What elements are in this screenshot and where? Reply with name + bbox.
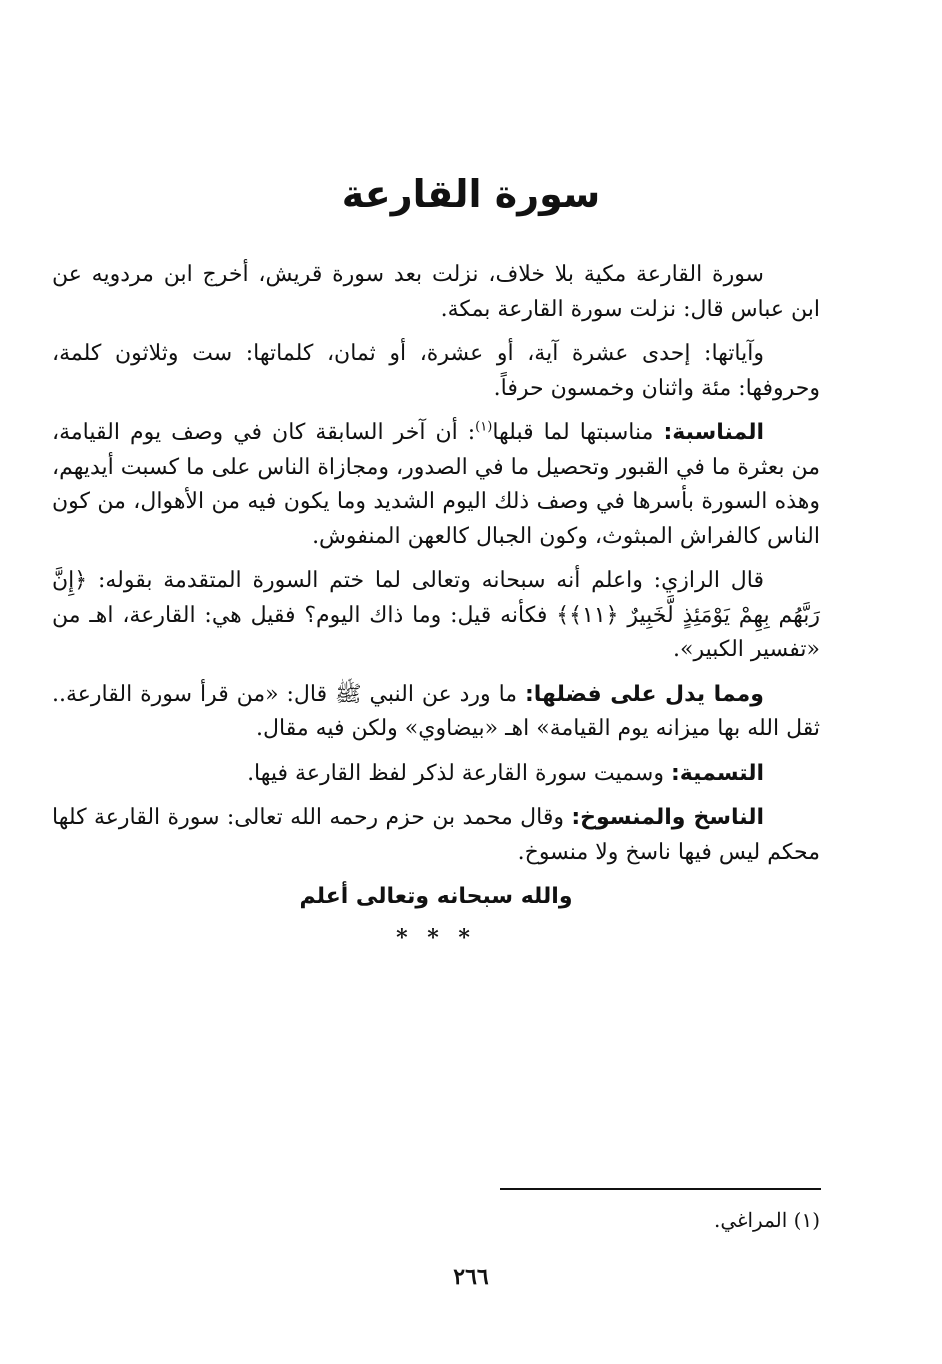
term-naming: التسمية: <box>670 760 764 786</box>
paragraph-razi: قال الرازي: واعلم أنه سبحانه وتعالى لما ختم السورة المتقدمة بقوله: ﴿إِنَّ رَبَّهُم بِهِمْ يَوْمَئِذٍ لَّخَبِيرٌ ﴿١١﴾﴾ فكأنه قيل: وما ذاك اليوم؟ فقيل هي: القارعة، اهـ من «تفسير الكبير». <box>52 568 821 662</box>
virtue-text: ما ورد عن النبي ﷺ قال: «من قرأ سورة القارعة.. ثقل الله بها ميزانه يوم القيامة» اهـ «بيضاوي» ولكن فيه مقال. <box>52 681 820 741</box>
surah-title: سورة القارعة <box>341 172 601 216</box>
footnote-divider <box>500 1188 821 1190</box>
paragraph-relevance <box>52 416 820 554</box>
naming-text: وسميت سورة القارعة لذكر لفظ القارعة فيها. <box>247 760 671 786</box>
commentary-body <box>52 258 820 955</box>
term-relevance: المناسبة: <box>663 420 764 445</box>
term-virtue: ومما يدل على فضلها: <box>524 681 764 707</box>
relevance-text-a: مناسبتها لما قبلها <box>492 420 664 445</box>
footnote: (١) المراغي. <box>713 1208 820 1232</box>
paragraph-naming <box>52 757 820 792</box>
term-abrogation: الناسخ والمنسوخ: <box>571 805 764 830</box>
relevance-text-b: : أن آخر السابقة كان في وصف يوم القيامة، من بعثرة ما في القبور وتحصيل ما في الصدور، ومجازاة الناس على ما كسبت أيديهم، وهذه السورة بأسرها في وصف ذلك اليوم الشديد وما يكون فيه من الأهوال، من كون الناس كالفراش المبثوث، وكون الجبال كالعهن المنفوش. <box>52 420 820 549</box>
paragraph-revelation: سورة القارعة مكية بلا خلاف، نزلت بعد سورة قريش، أخرج ابن مردويه عن ابن عباس قال: نزلت سورة القارعة بمكة. <box>52 262 820 322</box>
footnote-marker: (١) <box>475 419 493 435</box>
paragraph-abrogation <box>52 801 820 870</box>
abrogation-text: وقال محمد بن حزم رحمه الله تعالى: سورة القارعة كلها محكم ليس فيها ناسخ ولا منسوخ. <box>52 805 820 865</box>
paragraph-virtue <box>52 678 820 747</box>
paragraph-verse-count: وآياتها: إحدى عشرة آية، أو عشرة، أو ثمان، كلماتها: ست وثلاثون كلمة، وحروفها: مئة واثنان وخمسون حرفاً. <box>52 341 820 401</box>
page-number: ٢٦٦ <box>453 1264 489 1290</box>
section-separator: * * * <box>396 924 476 951</box>
closing-phrase: والله سبحانه وتعالى أعلم <box>299 884 573 909</box>
